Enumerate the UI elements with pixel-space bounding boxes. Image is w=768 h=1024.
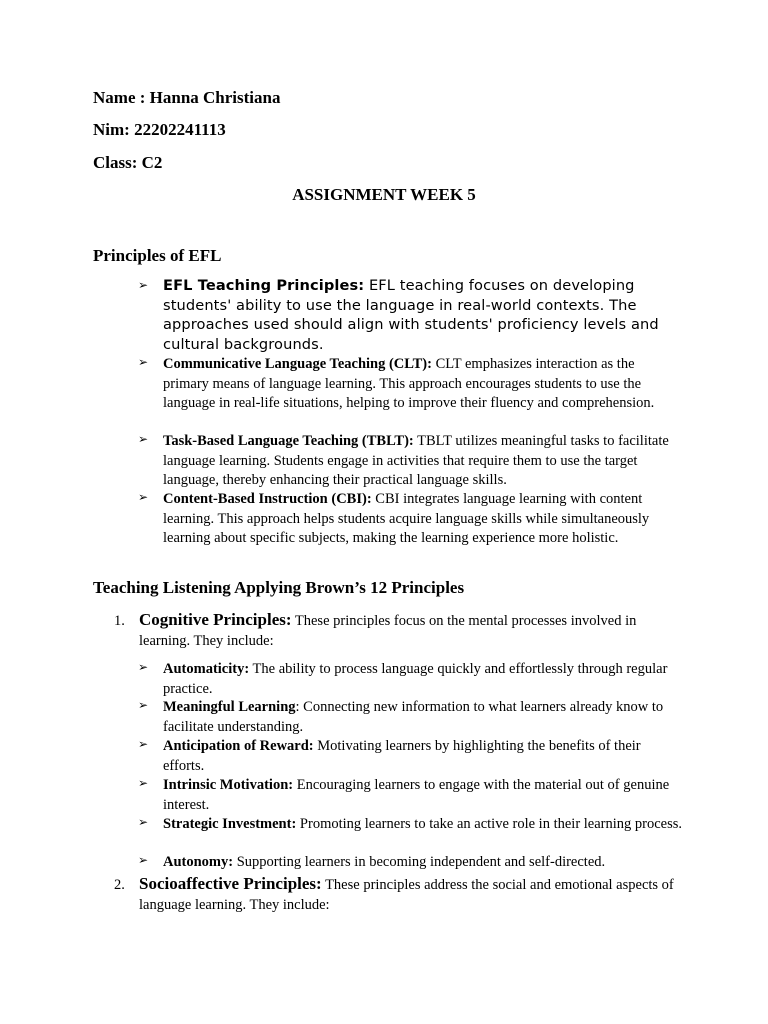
student-name: Name : Hanna Christiana [93,88,281,107]
item-text: EFL teaching focuses on developing students' ability to use the language in real-world contexts. The approaches used should align with students' proficiency levels and cultural backgrounds. [163,277,659,353]
list-item [138,776,683,815]
arrow-bullet-icon: ➢ [138,490,149,504]
item-term: Communicative Language Teaching (CLT): [163,356,432,372]
item-text: Supporting learners in becoming independent and self-directed. [233,854,606,870]
section-heading-teaching-listening: Teaching Listening Applying Brown’s 12 Principles [93,578,465,597]
item-term: Content-Based Instruction (CBI): [163,491,372,507]
item-term: Autonomy: [163,854,234,870]
item-text: Promoting learners to take an active role in their learning process. [296,816,683,832]
item-number: 1. [114,613,125,629]
section-heading-principles-efl: Principles of EFL [93,246,222,265]
assignment-title: ASSIGNMENT WEEK 5 [292,185,476,204]
item-text: These principles address the social and emotional aspects of language learning. They include: [139,877,674,913]
arrow-bullet-icon: ➢ [138,278,149,292]
list-item [138,432,683,491]
item-term: Automaticity: [163,661,250,677]
item-term: Socioaffective Principles: [139,874,322,893]
student-class: Class: C2 [93,153,163,172]
student-nim: Nim: 22202241113 [93,120,226,139]
arrow-bullet-icon: ➢ [138,853,149,867]
item-text: These principles focus on the mental processes involved in learning. They include: [139,613,637,649]
item-text: Encouraging learners to engage with the material out of genuine interest. [163,777,670,813]
item-text: The ability to process language quickly and effortlessly through regular practice. [163,661,668,697]
list-item [138,355,683,414]
item-term: Anticipation of Reward: [163,738,314,754]
list-item [138,660,683,699]
list-item [138,698,683,737]
item-term: Strategic Investment: [163,816,297,832]
list-item [138,490,683,549]
item-text: CLT emphasizes interaction as the primary means of language learning. This approach encourages students to use the language in real-life situations, helping to improve their fluency and comprehension. [163,356,655,411]
list-item [138,276,683,354]
item-text: TBLT utilizes meaningful tasks to facilitate language learning. Students engage in activities that require them to use the target language, thereby enhancing their practical language skills. [163,433,669,488]
item-term: Intrinsic Motivation: [163,777,294,793]
item-text: Motivating learners by highlighting the benefits of their efforts. [163,738,641,774]
arrow-bullet-icon: ➢ [138,776,149,790]
arrow-bullet-icon: ➢ [138,698,149,712]
item-term: Meaningful Learning [163,699,296,715]
arrow-bullet-icon: ➢ [138,355,149,369]
numbered-item [114,610,684,651]
item-term: EFL Teaching Principles: [163,277,365,294]
item-term: Cognitive Principles: [139,610,292,629]
arrow-bullet-icon: ➢ [138,737,149,751]
item-text: : Connecting new information to what learners already know to facilitate understanding. [163,699,664,735]
arrow-bullet-icon: ➢ [138,660,149,674]
numbered-item [114,874,684,915]
item-term: Task-Based Language Teaching (TBLT): [163,433,414,449]
list-item [138,853,683,873]
item-text: CBI integrates language learning with content learning. This approach helps students acquire language skills while simultaneously learning about specific subjects, making the learning experience more holistic. [163,491,650,546]
arrow-bullet-icon: ➢ [138,432,149,446]
list-item [138,737,683,776]
item-number: 2. [114,877,125,893]
arrow-bullet-icon: ➢ [138,815,149,829]
list-item [138,815,683,835]
